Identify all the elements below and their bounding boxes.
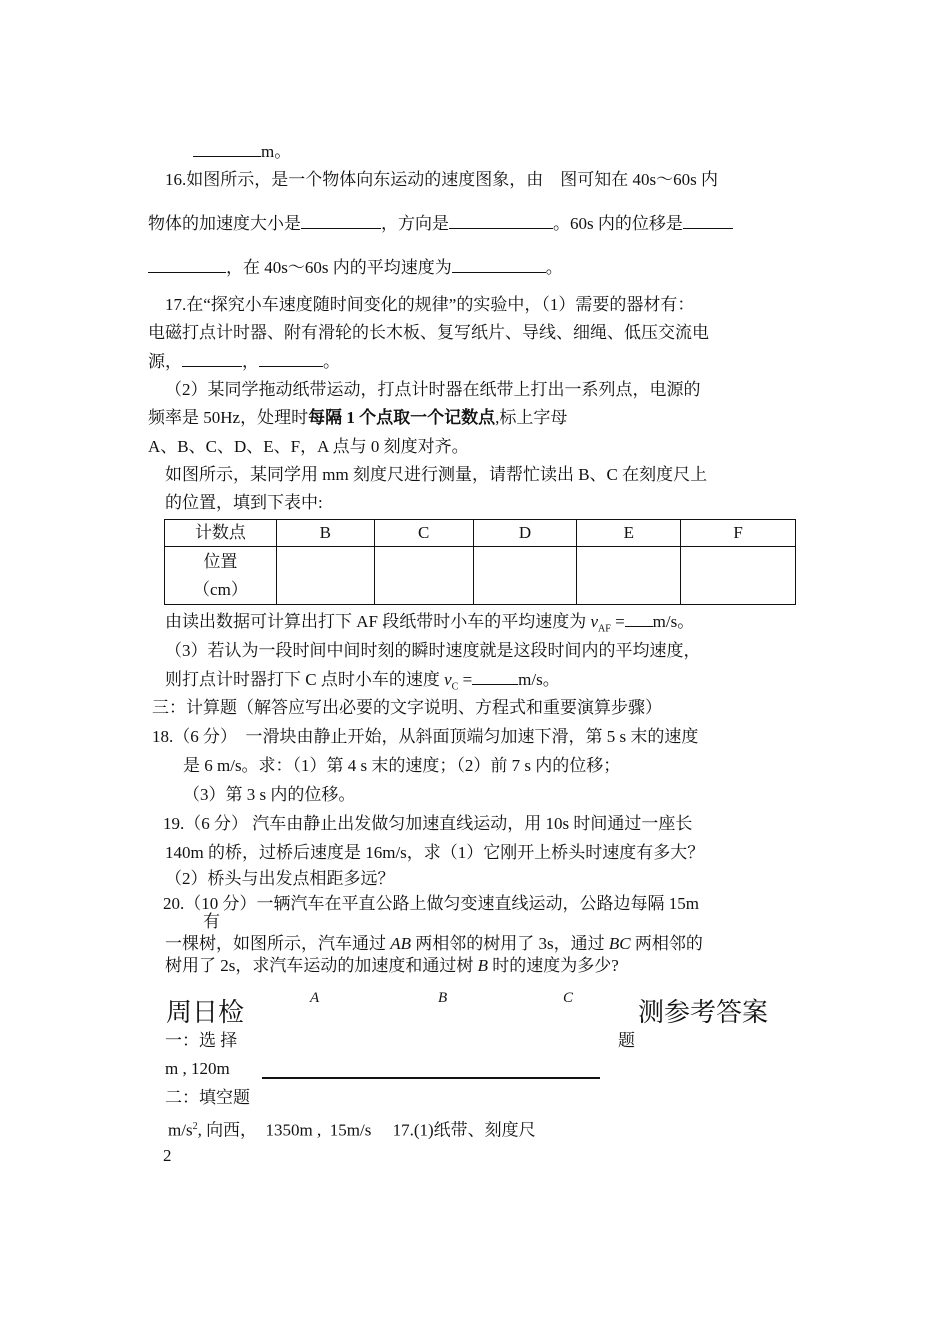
table-header-cell: D (473, 520, 577, 547)
answer-line-2: $m/s^2$, 向西， 1350m , 15m/s 17.(1)纸带、刻度尺 (168, 1120, 536, 1140)
q16-line1: 16.如图所示，是一个物体向东运动的速度图象，由 图可知在 40s～60s 内 (165, 170, 718, 189)
answer-sec1-label: 一：选 择 (165, 1031, 238, 1050)
tree-label-c: C (563, 990, 574, 1006)
q17-line5: 频率是 50Hz，处理时每隔 1 个点取一个记数点,标上字母 (148, 408, 568, 427)
q17-line11: 则打点计时器打下 C 点时小车的速度 $v_C = m/s$。 (165, 670, 560, 693)
position-table (164, 519, 796, 605)
answer-sec1-label-end: 题 (618, 1031, 635, 1050)
section3-title: 三：计算题（解答应写出必要的文字说明、方程式和重要演算步骤） (152, 698, 662, 717)
q16-line3: ，在 40s～60s 内的平均速度为 。 (148, 256, 563, 279)
table-cell (681, 547, 796, 605)
q20-line2: 一棵树，如图所示，汽车通过 AB 两相邻的树用了 3s，通过 BC 两相邻的 (165, 934, 703, 953)
answer-title-right: 测参考答案 (638, 998, 769, 1027)
answer-title-left: 周日检 (166, 998, 245, 1027)
figure-road-line (262, 1077, 600, 1079)
table-cell (374, 547, 473, 605)
q16-line2: 物体的加速度大小是 ，方向是 。60s 内的位移是 (148, 212, 733, 235)
q18-line1: 18.（6 分） 一滑块由静止开始，从斜面顶端匀加速下滑，第 5 s 末的速度 (152, 727, 699, 746)
answer-blank (193, 140, 261, 157)
q17-line9: 由读出数据可计算出打下 AF 段纸带时小车的平均速度为 $v_{AF} = m/s$。 (165, 612, 695, 635)
q20-line1: 20.（10 分）一辆汽车在平直公路上做匀变速直线运动，公路边每隔 15m (163, 894, 699, 913)
q19-line3: （2）桥头与出发点相距多远？ (165, 869, 395, 888)
q18-line2: 是 6 m/s。求：（1）第 4 s 末的速度；（2）前 7 s 内的位移； (183, 756, 621, 775)
q17-line7: 如图所示，某同学用 mm 刻度尺进行测量，请帮忙读出 B、C 在刻度尺上 (165, 465, 708, 484)
q17-line2: 电磁打点计时器、附有滑轮的长木板、复写纸片、导线、细绳、低压交流电 (148, 323, 709, 342)
table-row-label: 位置 （cm） (165, 547, 277, 605)
answer-blank (182, 350, 242, 367)
q17-line8: 的位置，填到下表中: (165, 493, 323, 512)
answer-blank (625, 610, 653, 627)
answer-line-1: m , 120m (165, 1059, 230, 1078)
q20-line3: 树用了 2s，求汽车运动的加速度和通过树 B 时的速度为多少? (165, 956, 619, 975)
q15-answer-line: m。 (193, 140, 291, 163)
q17-line4: （2）某同学拖动纸带运动，打点计时器在纸带上打出一系列点，电源的 (165, 380, 701, 399)
table-cell (577, 547, 681, 605)
answer-line-3: 2 (163, 1146, 172, 1165)
q19-line1: 19.（6 分） 汽车由静止出发做匀加速直线运动，用 10s 时间通过一座长 (163, 814, 693, 833)
tree-label-b: B (438, 990, 448, 1006)
tree-label-a: A (310, 990, 320, 1006)
table-header-cell: B (276, 520, 374, 547)
answer-blank (683, 212, 733, 229)
q17-line1: 17.在“探究小车速度随时间变化的规律”的实验中，（1）需要的器材有： (165, 295, 695, 314)
table-header-row (165, 520, 796, 547)
answer-blank (301, 212, 381, 229)
answer-blank (452, 256, 546, 273)
table-header-cell: F (681, 520, 796, 547)
table-cell (473, 547, 577, 605)
q19-line2: 140m 的桥，过桥后速度是 16m/s，求（1）它刚开上桥头时速度有多大？ (165, 843, 705, 862)
table-header-cell: C (374, 520, 473, 547)
q17-line3: 源， ， 。 (148, 352, 340, 371)
answer-sec2-label: 二：填空题 (165, 1088, 250, 1107)
answer-blank (259, 350, 323, 367)
q17-line6: A、B、C、D、E、F，A 点与 0 刻度对齐。 (148, 437, 469, 456)
answer-blank (148, 256, 226, 273)
answer-blank (449, 212, 553, 229)
q17-line10: （3）若认为一段时间中间时刻的瞬时速度就是这段时间内的平均速度， (165, 641, 701, 660)
answer-blank (472, 668, 518, 685)
table-cell (276, 547, 374, 605)
q20-line1b: 有 (203, 912, 220, 931)
q18-line3: （3）第 3 s 内的位移。 (183, 785, 356, 804)
table-row (165, 547, 796, 605)
table-header-cell: E (577, 520, 681, 547)
table-header-cell: 计数点 (165, 520, 277, 547)
